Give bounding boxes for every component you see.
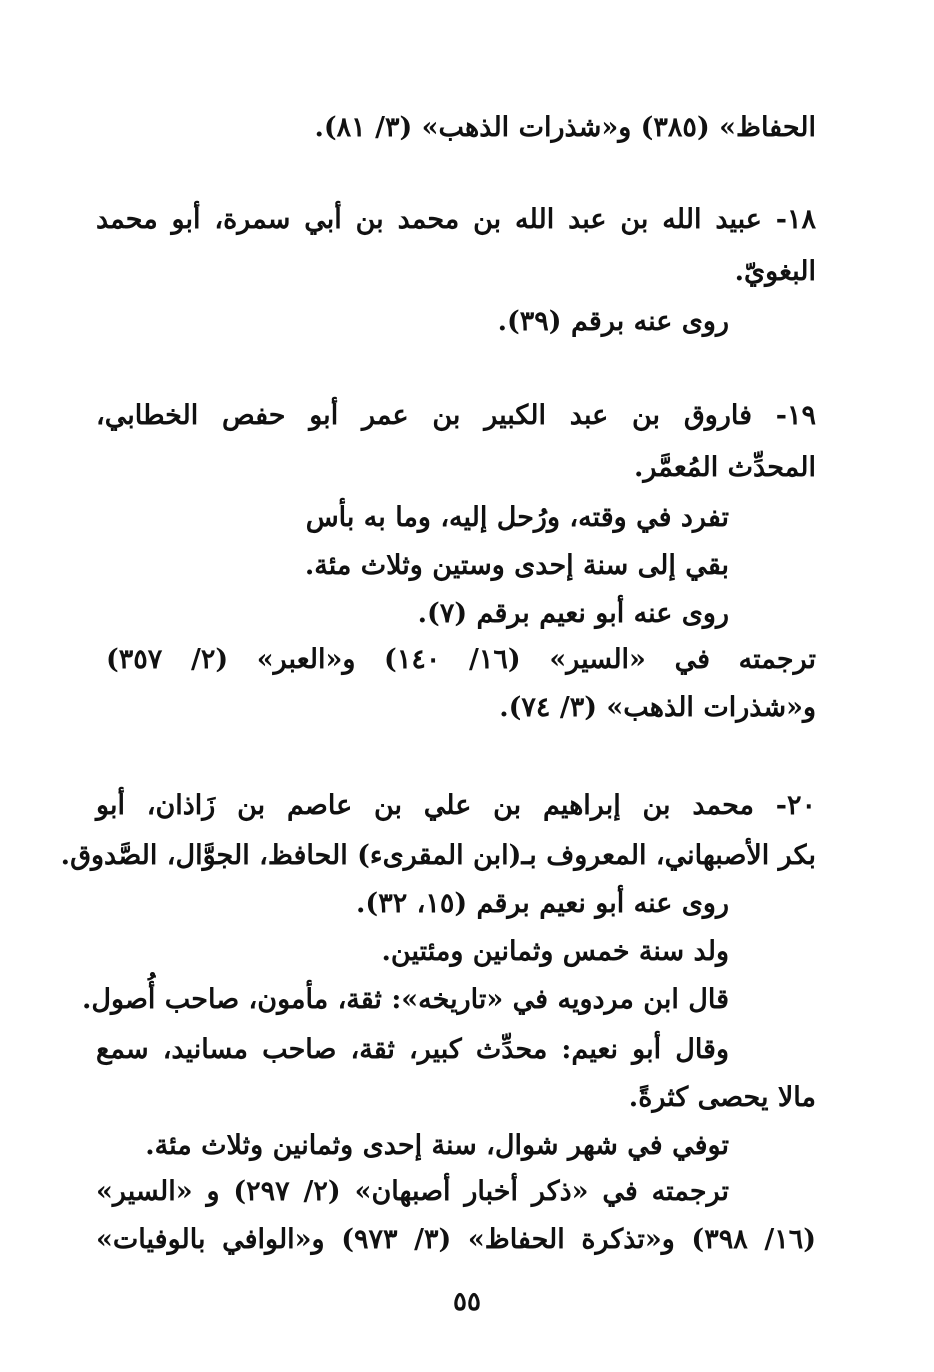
- entry-19-heading: [96, 396, 816, 436]
- entry-20-narration: روى عنه أبو نعيم برقم (١٥، ٣٢).: [356, 888, 729, 919]
- entry-20-ibn-mardawayh: قال ابن مردويه في «تاريخه»: ثقة، مأمون، صاحب أُصول.: [81, 984, 729, 1015]
- entry-20-death: توفي في شهر شوال، سنة إحدى وثمانين وثلاث مئة.: [145, 1130, 729, 1161]
- entry-20-sources-2-text: (١٦/ ٣٩٨) و«تذكرة الحفاظ» (٣/ ٩٧٣) و«الوافي بالوفيات»: [96, 1224, 816, 1255]
- entry-19-sources-2: و«شذرات الذهب» (٣/ ٧٤).: [499, 692, 816, 723]
- entry-20-abu-nuaym-text: وقال أبو نعيم: محدِّث كبير، ثقة، صاحب مسانيد، سمع: [96, 1034, 729, 1065]
- entry-20-birth: ولد سنة خمس وثمانين ومئتين.: [381, 936, 729, 967]
- entry-19-narration: روى عنه أبو نعيم برقم (٧).: [417, 598, 729, 629]
- entry-19-heading-text: ١٩- فاروق بن عبد الكبير بن عمر أبو حفص الخطابي،: [96, 400, 816, 431]
- entry-19-note-2: بقي إلى سنة إحدى وستين وثلاث مئة.: [304, 550, 729, 581]
- entry-20-titles-text: بكر الأصبهاني، المعروف بـ(ابن المقرىء) الحافظ، الجوَّال، الصَّدوق.: [60, 840, 816, 871]
- entry-20-heading-text: ٢٠- محمد بن إبراهيم بن علي بن عاصم بن زَاذان، أبو: [96, 790, 816, 821]
- entry-20-sources-2: [96, 1220, 816, 1260]
- entry-19-sources-1: [106, 640, 816, 680]
- entry-20-sources-1-text: ترجمته في «ذكر أخبار أصبهان» (٢/ ٢٩٧) و «السير»: [96, 1176, 729, 1207]
- entry-19-title: المحدِّث المُعمَّر.: [633, 452, 816, 483]
- entry-18-narration: روى عنه برقم (٣٩).: [497, 306, 729, 337]
- entry-20-abu-nuaym-cont: مالا يحصى كثرةً.: [628, 1082, 816, 1113]
- entry-18-nisba: البغويّ.: [734, 256, 816, 287]
- text-line-1: الحفاظ» (٣٨٥) و«شذرات الذهب» (٣/ ٨١).: [314, 112, 816, 143]
- entry-20-sources-1: [96, 1172, 729, 1212]
- entry-20-abu-nuaym: [96, 1030, 729, 1070]
- entry-19-sources-1-text: ترجمته في «السير» (١٦/ ١٤٠) و«العبر» (٢/ ٣٥٧): [106, 644, 816, 675]
- entry-18-heading: [96, 200, 816, 240]
- page-number: ٥٥: [453, 1287, 481, 1317]
- entry-18-heading-text: ١٨- عبيد الله بن عبد الله بن محمد بن أبي سمرة، أبو محمد: [96, 204, 816, 235]
- entry-20-titles: [60, 836, 816, 876]
- entry-20-heading: [96, 786, 816, 826]
- entry-19-note-1: تفرد في وقته، ورُحل إليه، وما به بأس: [305, 502, 729, 533]
